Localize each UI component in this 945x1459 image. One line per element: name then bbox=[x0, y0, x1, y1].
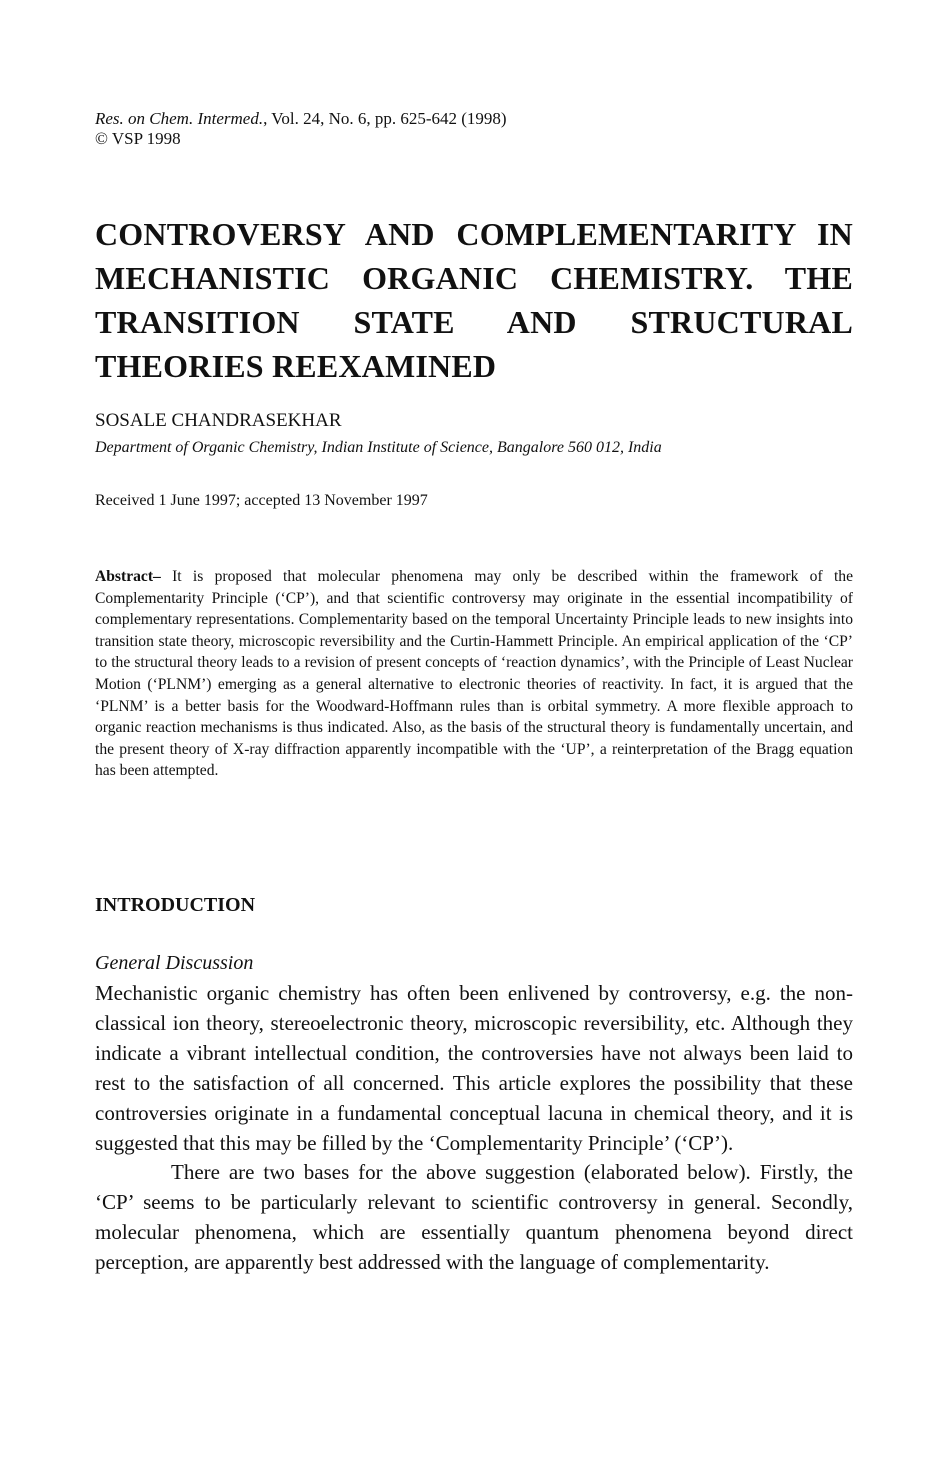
body-paragraph-1: Mechanistic organic chemistry has often been enlivened by controversy, e.g. the non-classical ion theory, stereoelectronic theory, microscopic reversibility, etc. Although they indicate a vibrant intellectual condition, the controversies have not always been laid to rest to the satisfaction of all concerned. This article explores the possibility that these controversies originate in a fundamental conceptual lacuna in chemical theory, and it is suggested that this may be filled by the ‘Complementarity Principle’ (‘CP’). bbox=[95, 981, 853, 1155]
article-title: CONTROVERSY AND COMPLEMENTARITY IN MECHANISTIC ORGANIC CHEMISTRY. THE TRANSITION STATE AND STRUCTURAL THEORIES REEXAMINED bbox=[95, 216, 853, 384]
volume-info: , Vol. 24, No. 6, pp. 625-642 (1998) bbox=[263, 109, 507, 128]
author-affiliation: Department of Organic Chemistry, Indian Institute of Science, Bangalore 560 012, India bbox=[95, 439, 662, 456]
author-name: SOSALE CHANDRASEKHAR bbox=[95, 410, 342, 431]
abstract-text: It is proposed that molecular phenomena may only be described within the framework of the Complementarity Principle (‘CP’), and that scientific controversy may originate in the essential incompatibility of complementary representations. Complementarity based on the temporal Uncertainty Principle leads to new insights into transition state theory, microscopic reversibility and the Curtin-Hammett Principle. An empirical application of the ‘CP’ to the structural theory leads to a revision of present concepts of ‘reaction dynamics’, with the Principle of Least Nuclear Motion (‘PLNM’) emerging as a general alternative to electronic theories of reactivity. In fact, it is argued that the ‘PLNM’ is a better basis for the Woodward-Hoffmann rules than is orbital symmetry. A more flexible approach to organic reaction mechanisms is thus indicated. Also, as the basis of the structural theory is fundamentally uncertain, and the present theory of X-ray diffraction apparently incompatible with the ‘UP’, a reinterpretation of the Bragg equation has been attempted. bbox=[95, 568, 853, 780]
subsection-heading-general-discussion: General Discussion bbox=[95, 952, 254, 974]
journal-citation bbox=[95, 109, 507, 149]
citation-line bbox=[95, 109, 507, 129]
abstract-label: Abstract– bbox=[95, 568, 161, 585]
journal-name: Res. on Chem. Intermed. bbox=[95, 109, 264, 128]
received-dates: Received 1 June 1997; accepted 13 November 1997 bbox=[95, 492, 428, 509]
abstract bbox=[95, 566, 853, 782]
section-heading-introduction: INTRODUCTION bbox=[95, 894, 256, 916]
body-paragraph-2: There are two bases for the above suggestion (elaborated below). Firstly, the ‘CP’ seems to be particularly relevant to scientific controversy in general. Secondly, molecular phenomena, which are essentially quantum phenomena beyond direct perception, are apparently best addressed with the language of complementarity. bbox=[95, 1160, 853, 1274]
copyright-line: © VSP 1998 bbox=[95, 129, 181, 148]
